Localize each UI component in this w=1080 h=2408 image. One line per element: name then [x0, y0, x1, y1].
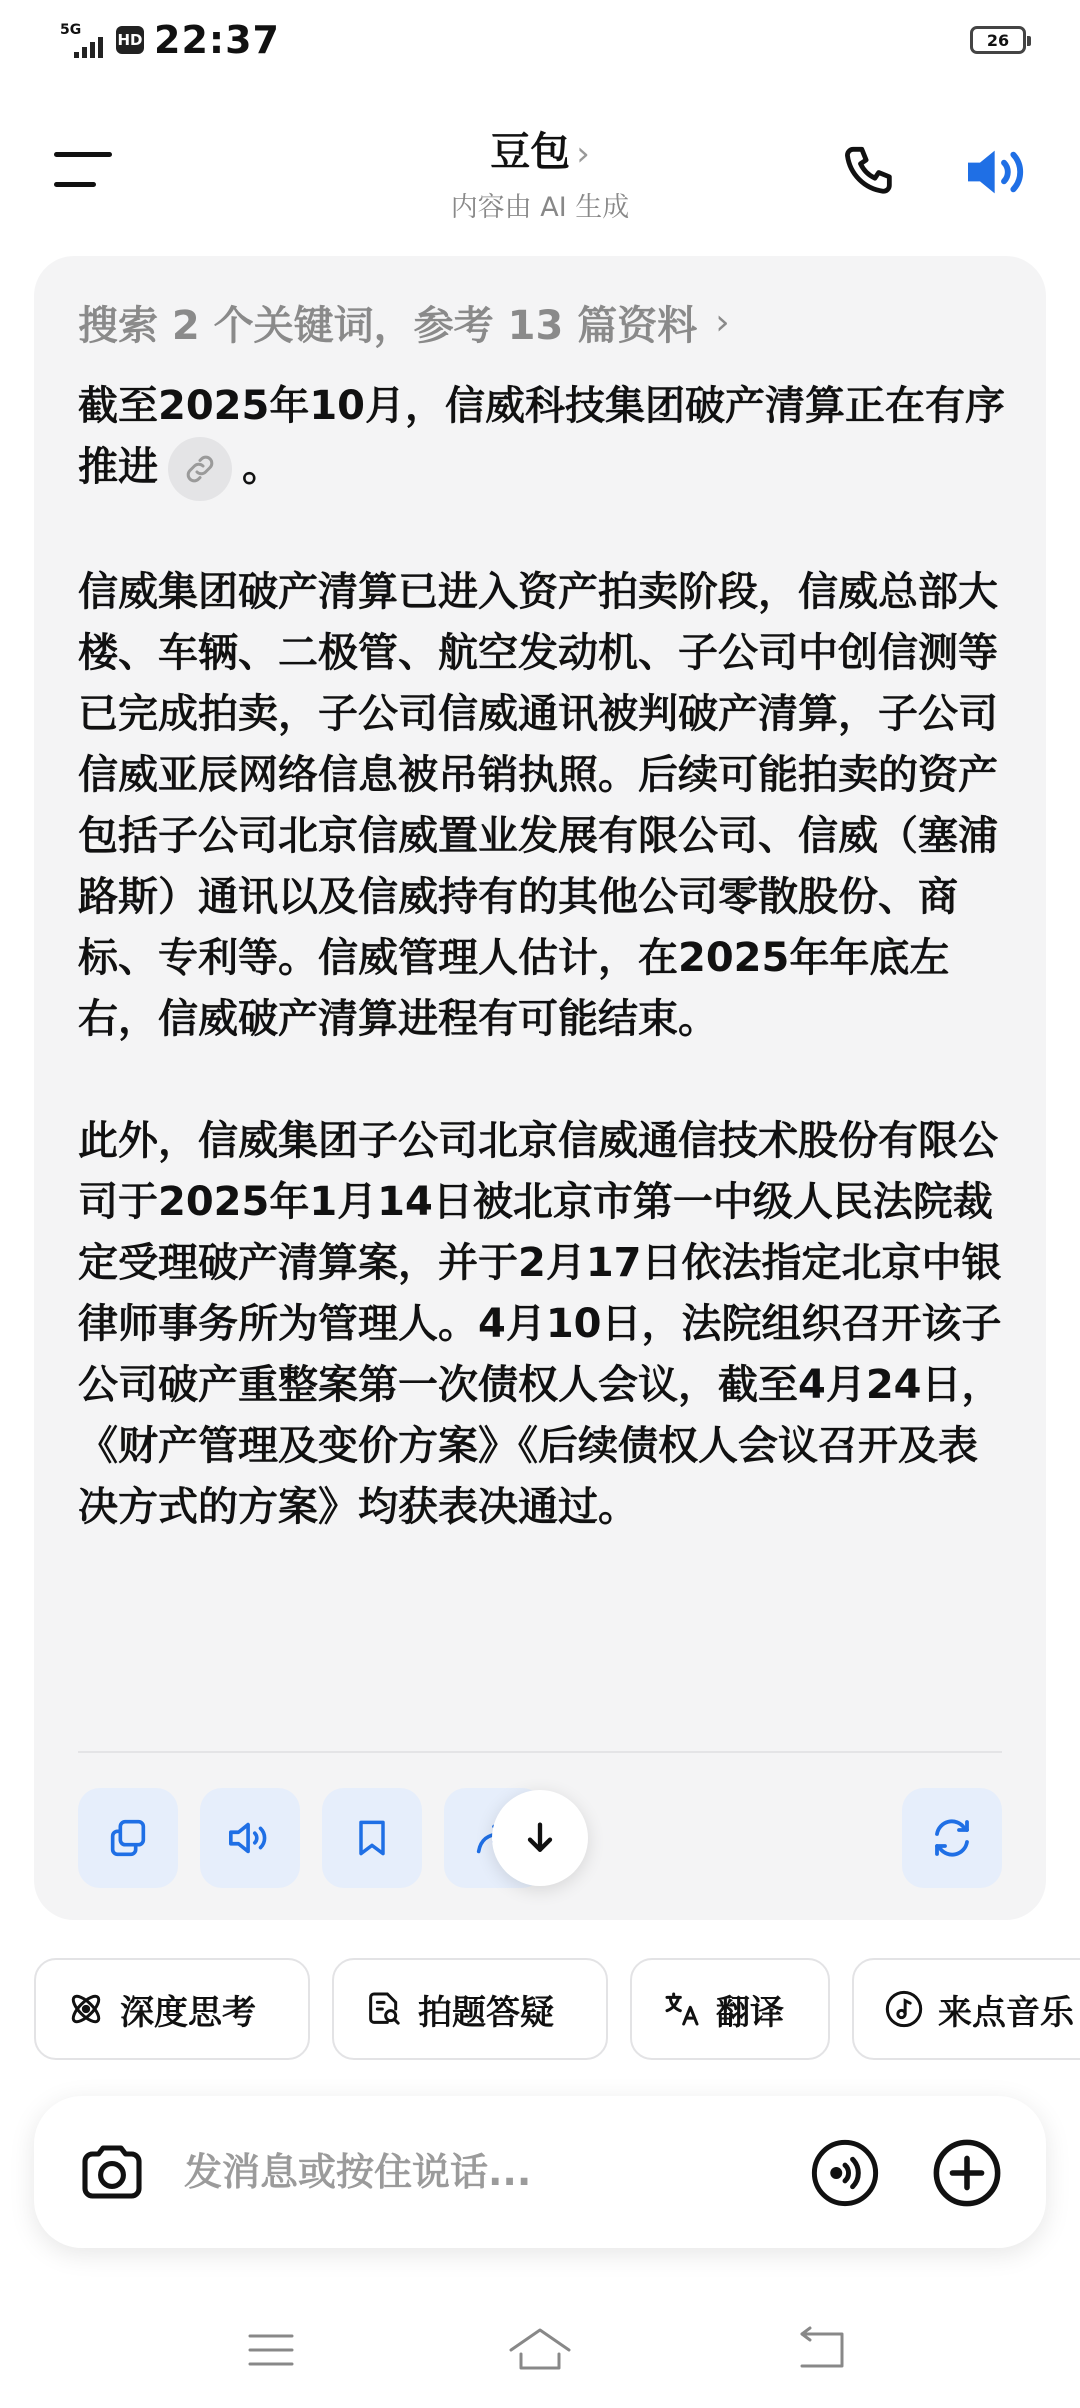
link-icon [182, 451, 218, 487]
chip-translate[interactable] [630, 1958, 830, 2060]
message-composer [34, 2096, 1046, 2248]
answer-paragraph [78, 376, 1008, 501]
recents-button[interactable] [236, 2320, 306, 2380]
answer-content [78, 376, 1008, 1599]
home-button[interactable] [505, 2320, 575, 2380]
battery-level: 26 [986, 30, 1010, 50]
title-block[interactable] [0, 120, 1080, 224]
clock: 22:37 [154, 18, 280, 62]
regenerate-icon [928, 1814, 976, 1862]
chip-label: 拍题答疑 [418, 1992, 554, 2033]
bookmark-button[interactable] [322, 1788, 422, 1888]
read-aloud-icon [225, 1815, 275, 1861]
chevron-right-icon: › [576, 134, 590, 174]
back-icon [788, 2320, 858, 2380]
message-input[interactable] [184, 2142, 784, 2202]
quick-actions-row [34, 1958, 1080, 2060]
chip-label: 来点音乐 [938, 1992, 1074, 2033]
answer-paragraph: 此外，信威集团子公司北京信威通信技术股份有限公司于2025年1月14日被北京市第一中级人民法院裁定受理破产清算案，并于2月17日依法指定北京中银律师事务所为管理人。4月10日，法院组织召开该子公司破产重整案第一次债权人会议，截至4月24日，《财产管理及变价方案》《后续债权人会议召开及表决方式的方案》均获表决通过。 [78, 1118, 1002, 1530]
voice-call-button[interactable] [810, 2138, 880, 2208]
plus-icon [932, 2138, 1002, 2208]
arrow-down-icon [520, 1818, 560, 1858]
camera-button[interactable] [76, 2136, 148, 2208]
search-summary[interactable] [78, 294, 730, 351]
read-aloud-button[interactable] [200, 1788, 300, 1888]
copy-button[interactable] [78, 1788, 178, 1888]
more-options-button[interactable] [932, 2138, 1002, 2208]
speaker-on-icon [960, 140, 1032, 204]
chip-deep-thinking[interactable] [34, 1958, 310, 2060]
phone-call-button[interactable] [840, 140, 904, 204]
copy-icon [105, 1815, 151, 1861]
page-title: 豆包 [490, 129, 571, 175]
answer-text: 截至2025年10月，信威科技集团破产清算正在有序推进 [78, 383, 1005, 490]
photo-search-icon [364, 1989, 404, 2029]
bookmark-icon [350, 1815, 394, 1861]
music-icon [884, 1989, 924, 2029]
answer-text-end: 。 [242, 444, 282, 490]
ai-disclaimer: 内容由 AI 生成 [450, 192, 630, 223]
chip-music[interactable] [852, 1958, 1080, 2060]
menu-lines-icon [236, 2320, 306, 2380]
voice-wave-icon [810, 2138, 880, 2208]
answer-paragraph: 信威集团破产清算已进入资产拍卖阶段，信威总部大楼、车辆、二极管、航空发动机、子公司中创信测等已完成拍卖，子公司信威通讯被判破产清算，子公司信威亚辰网络信息被吊销执照。后续可能拍卖的资产包括子公司北京信威置业发展有限公司、信威（塞浦路斯）通讯以及信威持有的其他公司零散股份、商标、专利等。信威管理人估计，在2025年年底左右，信威破产清算进程有可能结束。 [78, 569, 998, 1042]
chat-header [0, 110, 1080, 230]
scroll-to-bottom-button[interactable] [492, 1790, 588, 1886]
system-nav-bar [0, 2300, 1080, 2408]
home-icon [505, 2320, 575, 2380]
search-summary-text: 搜索 2 个关键词，参考 13 篇资料 [78, 303, 698, 349]
atom-icon [66, 1989, 106, 2029]
chip-label: 深度思考 [120, 1992, 256, 2033]
back-button[interactable] [788, 2320, 858, 2380]
divider [78, 1751, 1002, 1753]
chip-label: 翻译 [716, 1992, 784, 2033]
auto-read-toggle[interactable] [960, 140, 1032, 204]
regenerate-button[interactable] [902, 1788, 1002, 1888]
network-type: 5G [60, 22, 82, 38]
camera-icon [76, 2136, 148, 2208]
chevron-right-icon: › [715, 302, 730, 343]
status-bar [0, 0, 1080, 90]
translate-icon [662, 1989, 702, 2029]
phone-icon [840, 140, 904, 204]
battery-icon [970, 26, 1026, 54]
source-link-chip[interactable] [168, 437, 232, 501]
chip-photo-solve[interactable] [332, 1958, 608, 2060]
answer-card [34, 256, 1046, 1920]
hd-badge: HD [116, 26, 144, 54]
cellular-signal-icon [60, 20, 106, 60]
